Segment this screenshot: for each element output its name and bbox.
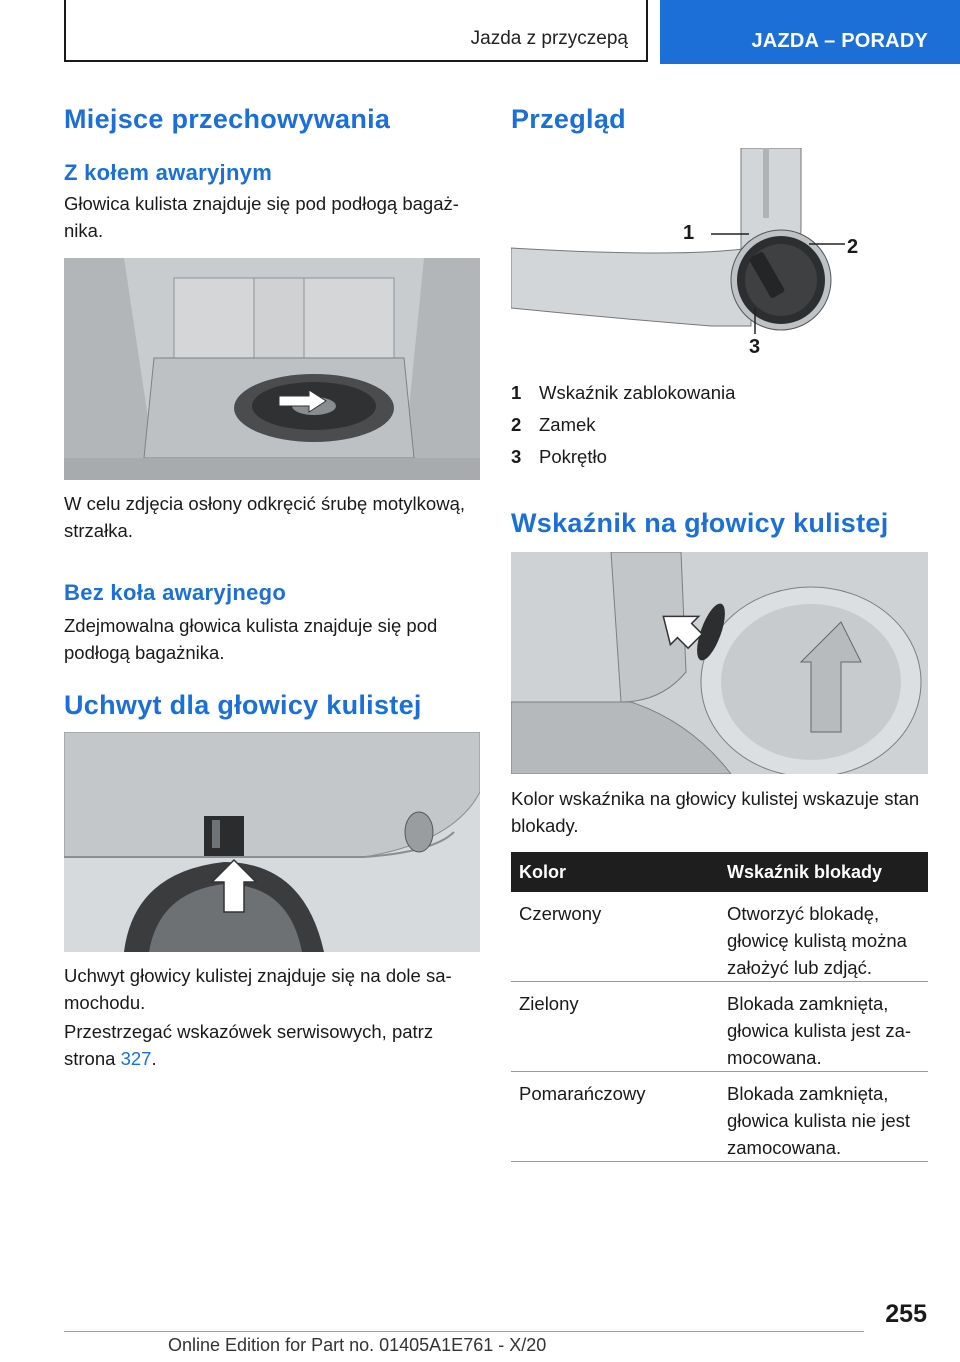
legend-text: Zamek [539,414,596,435]
legend-text: Wskaźnik zablokowania [539,382,736,403]
column-header-lock-indicator: Wskaźnik blokady [727,862,883,882]
image-ball-holder-location [64,732,480,952]
cell-status [727,1080,927,1161]
cell-status [727,900,927,981]
cell-line: założyć lub zdjąć. [727,957,872,978]
footer-edition: Online Edition for Part no. 01405A1E761 - X/20 [168,1335,547,1355]
paragraph-indicator-color [511,785,919,839]
text-line: strzałka. [64,520,133,541]
trunk-illustration [64,258,480,480]
text-line: mochodu. [64,992,146,1013]
header-frame [64,0,648,62]
text-fragment: . [151,1048,157,1069]
cell-status [727,990,927,1071]
paragraph-holder-location [64,962,452,1016]
image-ball-head-overview [511,148,928,370]
cell-color: Pomarańczowy [519,1083,646,1104]
ball-head-illustration [511,148,928,370]
caption-remove-cover [64,490,465,544]
indicator-illustration [511,552,928,774]
paragraph-removable-ball [64,612,437,666]
heading-storage: Miejsce przechowywania [64,104,391,134]
text-line: Przestrzegać wskazówek serwisowych, patrz [64,1021,434,1042]
legend-number: 3 [511,446,522,467]
cell-line: zamocowana. [727,1137,842,1158]
header-chapter-tab[interactable] [660,0,960,64]
heading-ball-holder: Uchwyt dla głowicy kulistej [64,690,422,720]
footer-divider [64,1331,864,1332]
cell-line: głowicę kulistą można [727,930,907,951]
callout-1: 1 [683,222,695,244]
text-line: W celu zdjęcia osłony odkręcić śrubę motylkową, [64,493,465,514]
cell-line: głowica kulista jest za- [727,1020,912,1041]
legend-item [511,446,928,472]
heading-overview: Przegląd [511,104,626,134]
text-line: Głowica kulista znajduje się pod podłogą bagaż- [64,193,459,214]
table-row [511,892,928,982]
image-indicator-detail [511,552,928,774]
text-fragment: strona [64,1048,121,1069]
cell-line: mocowana. [727,1047,822,1068]
text-line: podłogą bagażnika. [64,642,225,663]
legend-number: 1 [511,382,522,403]
lock-status-table [511,852,928,1162]
text-line: Uchwyt głowicy kulistej znajduje się na dole sa- [64,965,452,986]
legend-item [511,414,928,440]
legend-text: Pokrętło [539,446,607,467]
heading-indicator: Wskaźnik na głowicy kulistej [511,508,889,538]
table-header [511,852,928,892]
cell-line: głowica kulista nie jest [727,1110,911,1131]
callout-2: 2 [847,236,859,258]
text-line: Zdejmowalna głowica kulista znajduje się pod [64,615,438,636]
callout-3: 3 [749,336,761,358]
page-reference-link[interactable]: 327 [120,1048,152,1069]
cell-line: Otworzyć blokadę, [727,903,880,924]
column-header-color: Kolor [519,862,566,882]
header-chapter-label: JAZDA – PORADY [751,30,928,52]
page-number: 255 [885,1300,927,1328]
heading-with-spare-wheel: Z kołem awaryjnym [64,160,273,185]
holder-illustration [64,732,480,952]
legend-list [511,382,928,472]
text-line [64,1045,433,1072]
paragraph-spare-location [64,190,459,244]
cell-line: Blokada zamknięta, [727,1083,889,1104]
header-section-title: Jazda z przyczepą [470,28,628,49]
legend-number: 2 [511,414,522,435]
image-trunk-spare-wheel [64,258,480,480]
cell-color: Zielony [519,993,579,1014]
paragraph-service-notes [64,1018,433,1072]
heading-without-spare-wheel: Bez koła awaryjnego [64,580,287,605]
cell-line: Blokada zamknięta, [727,993,889,1014]
table-row [511,1072,928,1162]
cell-color: Czerwony [519,903,602,924]
table-row [511,982,928,1072]
text-line: nika. [64,220,104,241]
text-line: blokady. [511,815,579,836]
legend-item [511,382,928,408]
text-line: Kolor wskaźnika na głowicy kulistej wskazuje stan [511,788,920,809]
